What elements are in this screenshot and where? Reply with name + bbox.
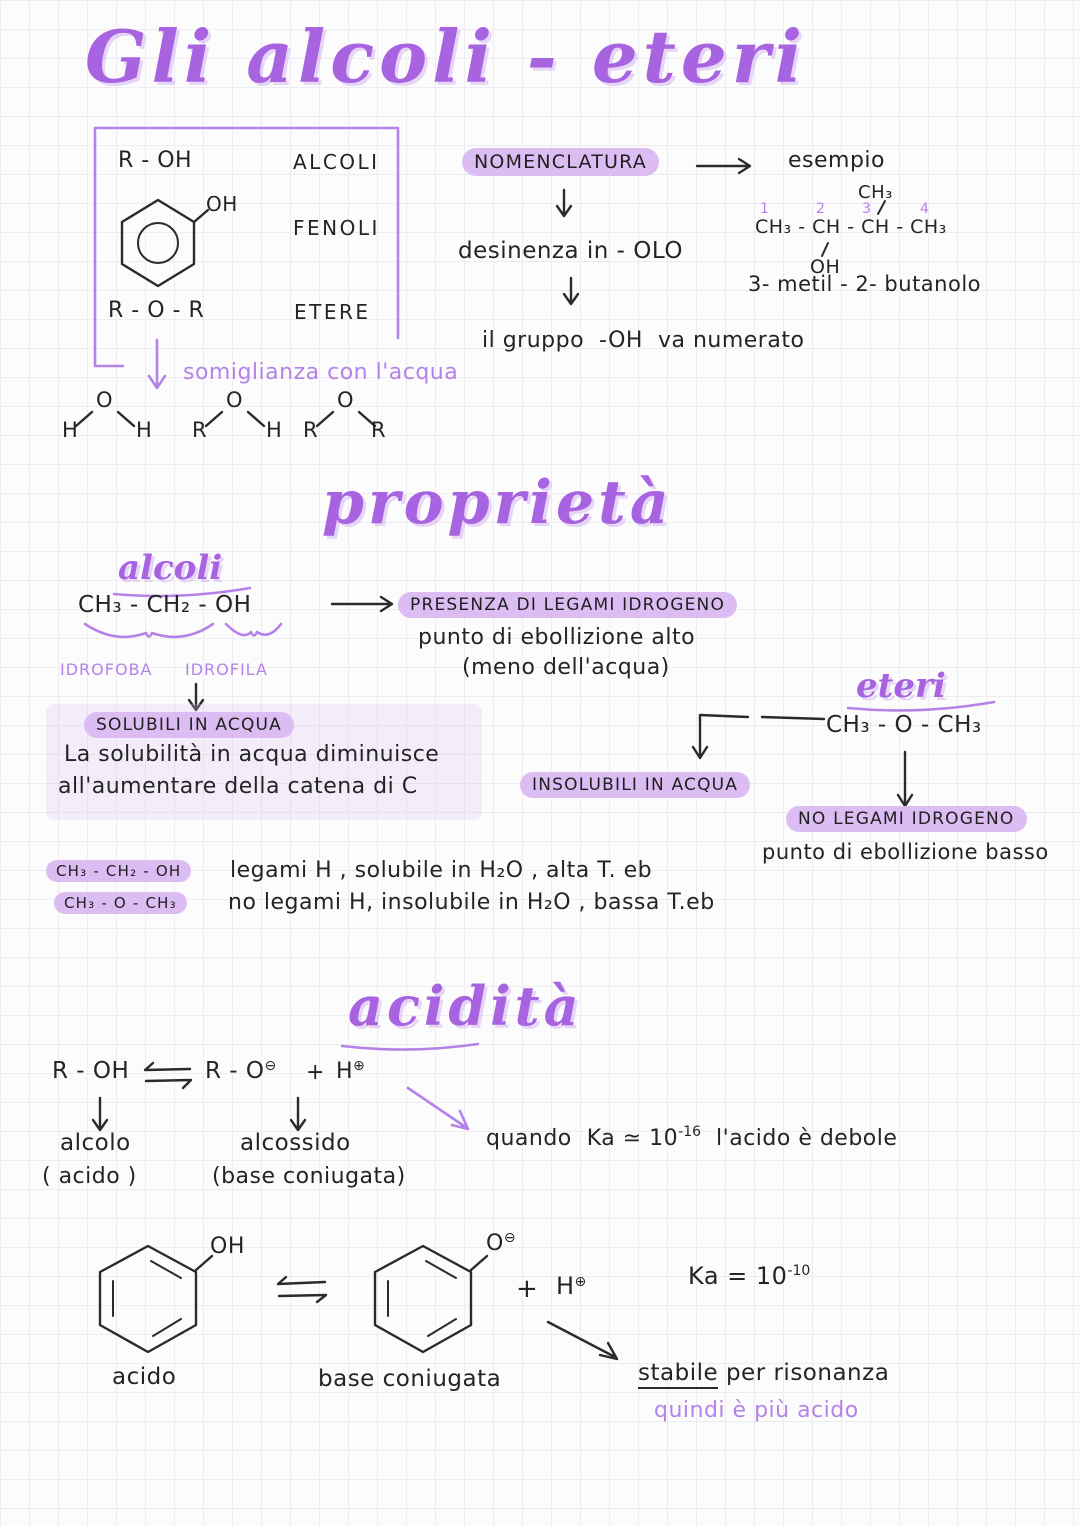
carbon-number-4: 4 xyxy=(920,201,930,217)
phenol-structure-drawing xyxy=(122,200,208,286)
water1-left: H xyxy=(62,418,79,442)
stable-rest: per risonanza xyxy=(718,1360,890,1386)
resonance-arrow xyxy=(548,1322,617,1359)
proton-h: H xyxy=(336,1059,354,1084)
hydrophobic-label: IDROFOBA xyxy=(60,660,153,679)
example-hydroxyl: OH xyxy=(810,256,841,278)
phenol-proton-h: H xyxy=(556,1272,575,1300)
water3-o: O xyxy=(337,388,355,412)
water2-o: O xyxy=(226,388,244,412)
resonance-note xyxy=(638,1360,889,1386)
insoluble-bent-arrow xyxy=(693,715,824,758)
properties-title: proprietà xyxy=(322,468,673,538)
phenol-acid-ring xyxy=(100,1246,212,1352)
stable-word: stabile xyxy=(638,1360,718,1389)
acidity-title: acidità xyxy=(348,974,583,1038)
water3-right: R xyxy=(371,418,387,442)
carbon-number-1: 1 xyxy=(760,201,770,217)
phenol-base-label: base coniugata xyxy=(318,1366,502,1392)
phenol-class-label: FENOLI xyxy=(293,216,380,240)
nomenclature-down-arrow-1 xyxy=(557,190,571,216)
minus-charge-icon: ⊖ xyxy=(264,1058,277,1074)
ka-note-exponent: -16 xyxy=(678,1124,702,1140)
equilibrium-harpoons-1 xyxy=(145,1063,191,1088)
alcohols-heading: alcoli xyxy=(118,548,223,588)
carbon-number-3: 3 xyxy=(862,201,872,217)
plus-charge-icon: ⊕ xyxy=(353,1058,365,1074)
acidity-conclusion: quindi è più acido xyxy=(654,1398,859,1423)
alcohol-down-arrow xyxy=(93,1098,107,1130)
phenol-plus-sign: + xyxy=(516,1274,539,1304)
page-title: Gli alcoli - eteri xyxy=(85,14,808,99)
equilibrium-harpoons-2 xyxy=(278,1277,326,1302)
acid-equation-rhs xyxy=(205,1058,276,1084)
example-substituent: CH₃ xyxy=(858,182,893,203)
alcohol-boiling-note: punto di ebollizione alto xyxy=(418,625,696,650)
hydrophilic-brace xyxy=(226,624,281,636)
ka-note-arrow xyxy=(408,1088,468,1129)
comparison-formula-1: CH₃ - CH₂ - OH xyxy=(46,860,191,882)
insoluble-pill: INSOLUBILI IN ACQUA xyxy=(520,772,750,798)
similarity-arrow xyxy=(149,340,165,388)
water1-o: O xyxy=(96,388,114,412)
alcohol-boiling-note2: (meno dell'acqua) xyxy=(462,655,670,680)
water2-left: R xyxy=(192,418,208,442)
no-hbond-pill: NO LEGAMI IDROGENO xyxy=(786,806,1027,832)
phenolate-minus-icon: ⊖ xyxy=(503,1230,516,1246)
alkoxide-label: alcossido xyxy=(240,1130,351,1156)
phenol-oh-label: OH xyxy=(206,192,238,216)
phenol-oh-group: OH xyxy=(210,1234,245,1259)
alcohol-general-formula: R - OH xyxy=(118,148,193,173)
hydrophobic-brace xyxy=(85,624,213,637)
soluble-pill: SOLUBILI IN ACQUA xyxy=(84,712,294,738)
numbering-note: il gruppo -OH va numerato xyxy=(482,328,805,353)
nomenclature-down-arrow-2 xyxy=(564,278,578,304)
phenol-plus-charge-icon: ⊕ xyxy=(574,1274,587,1290)
water-bonds-1 xyxy=(76,412,134,426)
alkoxide-sub-label: (base coniugata) xyxy=(212,1164,406,1189)
example-chain: CH₃ - CH - CH - CH₃ xyxy=(755,216,947,238)
example-label: esempio xyxy=(788,148,885,173)
dimethyl-ether-formula: CH₃ - O - CH₃ xyxy=(826,712,982,738)
phenol-ka-base: Ka = 10 xyxy=(688,1262,788,1290)
ethanol-formula: CH₃ - CH₂ - OH xyxy=(78,592,252,618)
alcohol-label: alcolo xyxy=(60,1130,131,1156)
phenolate-ring xyxy=(375,1246,487,1352)
phenol-acid-label: acido xyxy=(112,1364,177,1390)
comparison-note-1: legami H , solubile in H₂O , alta T. eb xyxy=(230,858,653,883)
alcohol-sub-label: ( acido ) xyxy=(42,1164,137,1189)
acidita-underline xyxy=(342,1044,478,1050)
water1-right: H xyxy=(136,418,153,442)
ether-general-formula: R - O - R xyxy=(108,298,205,323)
ether-boiling-note: punto di ebollizione basso xyxy=(762,840,1049,864)
example-name: 3- metil - 2- butanolo xyxy=(748,272,982,296)
hydrophilic-label: IDROFILA xyxy=(185,660,268,679)
ka-note-base: quando Ka ≃ 10 xyxy=(486,1126,679,1151)
ether-class-label: ETERE xyxy=(294,300,371,324)
alcohol-class-label: ALCOLI xyxy=(293,150,380,174)
water3-left: R xyxy=(303,418,319,442)
ka-note-rest: l'acido è debole xyxy=(701,1126,898,1151)
ka-weak-acid-note xyxy=(486,1124,897,1151)
nomenclature-heading: NOMENCLATURA xyxy=(462,148,659,176)
hbond-pill: PRESENZA DI LEGAMI IDROGENO xyxy=(398,592,737,618)
phenol-ka-exponent: -10 xyxy=(787,1263,811,1279)
alkoxide-formula: R - O xyxy=(205,1058,265,1084)
solubility-line1: La solubilità in acqua diminuisce xyxy=(64,742,440,767)
water-bonds-2 xyxy=(206,412,264,426)
no-hbond-down-arrow xyxy=(898,752,912,806)
carbon-number-2: 2 xyxy=(816,201,826,217)
solubility-line2: all'aumentare della catena di C xyxy=(58,774,418,799)
equation-plus-sign: + xyxy=(306,1060,325,1085)
comparison-formula-2: CH₃ - O - CH₃ xyxy=(54,892,187,914)
hbond-arrow xyxy=(332,597,392,611)
phenolate-o: O xyxy=(486,1231,504,1256)
phenol-proton xyxy=(556,1272,586,1300)
water-bonds-3 xyxy=(317,412,375,426)
ethers-heading: eteri xyxy=(856,666,946,706)
comparison-note-2: no legami H, insolubile in H₂O , bassa T.eb xyxy=(228,890,715,915)
water2-right: H xyxy=(266,418,283,442)
acid-equation-lhs: R - OH xyxy=(52,1058,130,1084)
similarity-note: somiglianza con l'acqua xyxy=(183,360,459,385)
phenolate-o-group xyxy=(486,1230,516,1256)
suffix-note: desinenza in - OLO xyxy=(458,238,683,264)
phenol-ka-value xyxy=(688,1262,810,1290)
alkoxide-down-arrow xyxy=(291,1098,305,1130)
nomenclature-example-arrow xyxy=(697,159,750,173)
proton-symbol xyxy=(336,1058,365,1084)
